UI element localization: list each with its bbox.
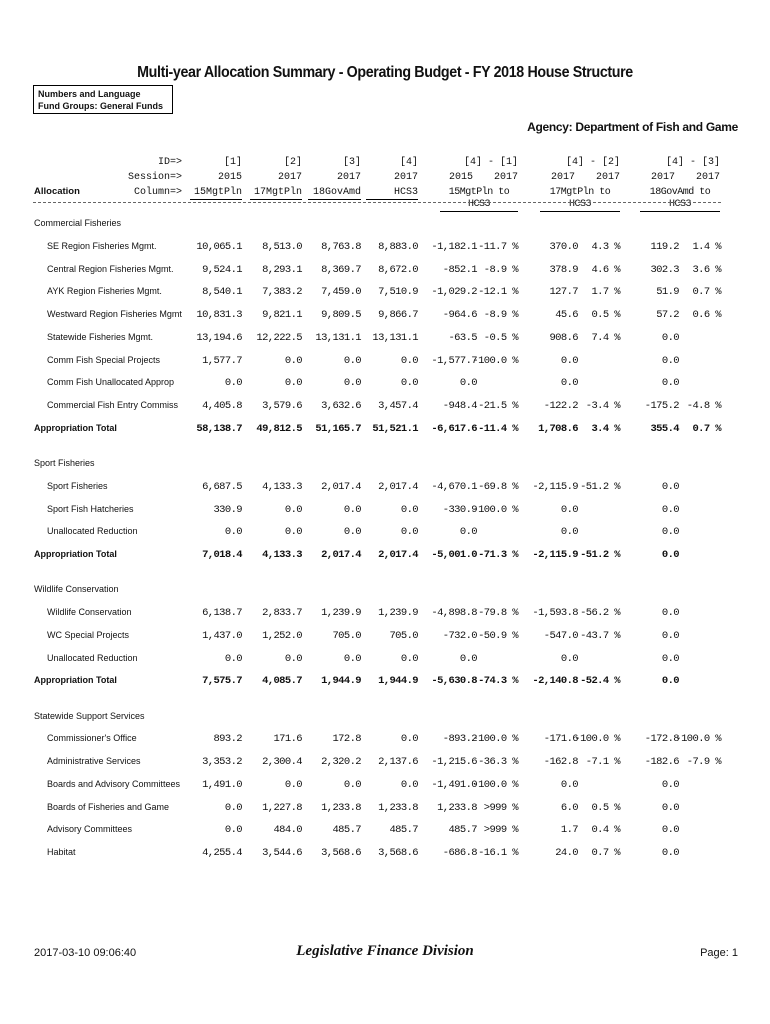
cell-p3: -7.9 % (686, 756, 721, 768)
cell-c3: 3,568.6 (321, 847, 361, 859)
cell-d2: 1,708.6 (538, 423, 578, 435)
table-row (0, 802, 770, 816)
row-label: SE Region Fisheries Mgmt. (47, 241, 157, 251)
col2-year: 2017 (277, 172, 302, 183)
cell-p2: 0.4 % (591, 824, 620, 836)
row-label: Wildlife Conservation (34, 584, 119, 594)
id-label: ID=> (157, 157, 182, 168)
cell-c4: 1,233.8 (378, 802, 418, 814)
cell-c4: 1,239.9 (378, 607, 418, 619)
cell-d1: -1,215.6 (431, 756, 477, 768)
cell-c2: 3,544.6 (262, 847, 302, 859)
fund-box-line-2: Fund Groups: General Funds (38, 101, 164, 111)
cell-c3: 0.0 (343, 653, 361, 665)
cell-c1: 1,577.7 (202, 355, 242, 367)
cell-c4: 3,568.6 (378, 847, 418, 859)
cell-c2: 8,293.1 (262, 264, 302, 276)
cell-d3: -175.2 (644, 400, 679, 412)
row-label: Unallocated Reduction (47, 526, 138, 536)
cell-d1: 1,233.8 (437, 802, 477, 814)
cell-d3: 0.0 (661, 802, 679, 814)
col4-col: HCS3 (366, 187, 418, 200)
row-label: Wildlife Conservation (47, 607, 132, 617)
cell-d1: -1,491.0 (431, 779, 477, 791)
cell-d1: 0.0 (459, 526, 477, 538)
table-row (0, 526, 770, 540)
table-row (0, 733, 770, 747)
row-label: Westward Region Fisheries Mgmt (47, 309, 182, 319)
row-label: Appropriation Total (34, 423, 117, 433)
col2-id: [2] (283, 157, 302, 168)
row-label: Statewide Support Services (34, 711, 145, 721)
cell-c1: 0.0 (224, 653, 242, 665)
cell-d2: 0.0 (560, 355, 578, 367)
cell-p1: -12.1 % (478, 286, 518, 298)
cell-p1: -21.5 % (478, 400, 518, 412)
row-label: Statewide Fisheries Mgmt. (47, 332, 154, 342)
footer-division: Legislative Finance Division (296, 943, 474, 959)
cell-c1: 7,575.7 (202, 675, 242, 687)
cell-d1: -686.8 (442, 847, 477, 859)
table-row (0, 824, 770, 838)
row-label: Commissioner's Office (47, 733, 137, 743)
cell-p2: 1.7 % (591, 286, 620, 298)
table-row (0, 481, 770, 495)
row-label: Commercial Fish Entry Commiss (47, 400, 179, 410)
cell-c3: 8,763.8 (321, 241, 361, 253)
footer-timestamp: 2017-03-10 09:06:40 (34, 947, 137, 959)
cell-d1: -1,577.7 (431, 355, 477, 367)
cell-d1: -5,630.8 (431, 675, 477, 687)
table-row (0, 847, 770, 861)
col1-col: 15MgtPln (190, 187, 242, 200)
cell-d1: -4,670.1 (431, 481, 477, 493)
cell-d2: 370.0 (549, 241, 578, 253)
cell-d1: -948.4 (442, 400, 477, 412)
cell-d1: -63.5 (448, 332, 477, 344)
table-row (0, 309, 770, 323)
cell-d1: -732.0 (442, 630, 477, 642)
cell-d1: 0.0 (459, 653, 477, 665)
row-label: Boards of Fisheries and Game (47, 802, 170, 812)
report-title: Multi-year Allocation Summary - Operating Budget - FY 2018 House Structure (137, 64, 633, 81)
cmp3-year-b: 2017 (695, 172, 720, 183)
cell-c1: 58,138.7 (196, 423, 242, 435)
row-label: Sport Fisheries (34, 458, 95, 468)
cell-p3: 0.7 % (692, 423, 721, 435)
cell-p1: -74.3 % (478, 675, 518, 687)
col1-year: 2015 (217, 172, 242, 183)
cell-p2: -43.7 % (580, 630, 620, 642)
cell-d1: 485.7 (448, 824, 477, 836)
cell-c1: 6,138.7 (202, 607, 242, 619)
cell-d3: 0.0 (661, 779, 679, 791)
cell-p1: -8.9 % (483, 309, 518, 321)
cell-d2: -122.2 (543, 400, 578, 412)
cell-c4: 2,017.4 (378, 549, 418, 561)
cell-p1: -0.5 % (483, 332, 518, 344)
cell-c4: 0.0 (400, 733, 418, 745)
cell-d3: 0.0 (661, 355, 679, 367)
table-row (0, 504, 770, 518)
cell-d2: -2,115.9 (532, 549, 578, 561)
table-row (0, 241, 770, 255)
cmp2-year-a: 2017 (551, 172, 576, 183)
cell-d3: 302.3 (650, 264, 679, 276)
cell-p1: -8.9 % (483, 264, 518, 276)
cell-c3: 1,944.9 (321, 675, 361, 687)
cmp3-col: 18GovAmd to HCS3 (640, 187, 720, 212)
cell-d3: 0.0 (661, 377, 679, 389)
cell-c4: 7,510.9 (378, 286, 418, 298)
cell-d3: 119.2 (650, 241, 679, 253)
cell-c3: 2,017.4 (321, 549, 361, 561)
cell-c2: 0.0 (284, 526, 302, 538)
cell-c2: 12,222.5 (256, 332, 302, 344)
cell-d3: 0.0 (661, 675, 679, 687)
cell-c1: 0.0 (224, 802, 242, 814)
cell-d3: 0.0 (661, 526, 679, 538)
col4-id: [4] (399, 157, 418, 168)
appropriation-total-row (0, 423, 770, 437)
cell-d3: 0.0 (661, 549, 679, 561)
cell-p3: 1.4 % (692, 241, 721, 253)
cell-c3: 0.0 (343, 526, 361, 538)
cell-p2: 0.7 % (591, 847, 620, 859)
cell-d2: 0.0 (560, 377, 578, 389)
cell-c1: 330.9 (213, 504, 242, 516)
cell-p2: -56.2 % (580, 607, 620, 619)
cell-c3: 1,239.9 (321, 607, 361, 619)
cell-c4: 485.7 (389, 824, 418, 836)
cell-d3: 51.9 (656, 286, 679, 298)
cell-c1: 13,194.6 (196, 332, 242, 344)
cell-c1: 9,524.1 (202, 264, 242, 276)
cell-c4: 0.0 (400, 377, 418, 389)
cell-c1: 0.0 (224, 377, 242, 389)
row-label: Sport Fisheries (47, 481, 108, 491)
table-row (0, 377, 770, 391)
cell-c3: 172.8 (332, 733, 361, 745)
cell-c1: 0.0 (224, 824, 242, 836)
cell-c2: 0.0 (284, 377, 302, 389)
cmp1-id: [4] - [1] (463, 157, 518, 168)
cell-d3: -182.6 (644, 756, 679, 768)
cell-p1: >999 % (483, 802, 518, 814)
row-label: Sport Fish Hatcheries (47, 504, 134, 514)
cell-c4: 2,137.6 (378, 756, 418, 768)
cell-d3: 0.0 (661, 481, 679, 493)
row-label: Comm Fish Unallocated Approp (47, 377, 175, 387)
cell-c4: 705.0 (389, 630, 418, 642)
cell-d1: -964.6 (442, 309, 477, 321)
cell-c3: 9,809.5 (321, 309, 361, 321)
cell-d2: 127.7 (549, 286, 578, 298)
cell-c2: 171.6 (273, 733, 302, 745)
cell-d3: 57.2 (656, 309, 679, 321)
table-row (0, 332, 770, 346)
table-row (0, 355, 770, 369)
appropriation-total-row (0, 675, 770, 689)
col2-col: 17MgtPln (250, 187, 302, 200)
cell-d2: 908.6 (549, 332, 578, 344)
fund-group-box (33, 85, 173, 114)
cell-p1: -69.8 % (478, 481, 518, 493)
section-header (0, 458, 770, 472)
cell-c2: 4,133.3 (262, 549, 302, 561)
cell-d2: -1,593.8 (532, 607, 578, 619)
cell-c4: 51,521.1 (372, 423, 418, 435)
cell-c3: 485.7 (332, 824, 361, 836)
col3-col: 18GovAmd (308, 187, 361, 200)
row-label: Appropriation Total (34, 549, 117, 559)
cell-p3: 3.6 % (692, 264, 721, 276)
cell-p2: 3.4 % (591, 423, 620, 435)
cell-c4: 0.0 (400, 779, 418, 791)
cell-p1: -79.8 % (478, 607, 518, 619)
cell-c1: 10,831.3 (196, 309, 242, 321)
table-row (0, 779, 770, 793)
cell-c2: 7,383.2 (262, 286, 302, 298)
table-row (0, 653, 770, 667)
table-row (0, 756, 770, 770)
cell-p2: -52.4 % (580, 675, 620, 687)
row-label: AYK Region Fisheries Mgmt. (47, 286, 162, 296)
cell-p1: -36.3 % (478, 756, 518, 768)
cell-d3: 0.0 (661, 607, 679, 619)
section-header (0, 711, 770, 725)
cell-c4: 0.0 (400, 653, 418, 665)
cell-p1: -11.4 % (478, 423, 518, 435)
cell-c1: 10,065.1 (196, 241, 242, 253)
cell-c4: 9,866.7 (378, 309, 418, 321)
cell-p1: -100.0 % (472, 504, 518, 516)
row-label: WC Special Projects (47, 630, 130, 640)
cell-c3: 1,233.8 (321, 802, 361, 814)
cell-p1: -50.9 % (478, 630, 518, 642)
cell-d1: -330.9 (442, 504, 477, 516)
cell-c3: 705.0 (332, 630, 361, 642)
col3-id: [3] (342, 157, 361, 168)
row-label: Advisory Committees (47, 824, 133, 834)
cell-p1: -11.7 % (478, 241, 518, 253)
cell-c3: 13,131.1 (315, 332, 361, 344)
cell-c2: 1,227.8 (262, 802, 302, 814)
cell-c1: 3,353.2 (202, 756, 242, 768)
cell-d1: -1,182.1 (431, 241, 477, 253)
cell-d2: 0.0 (560, 653, 578, 665)
cell-c2: 2,833.7 (262, 607, 302, 619)
cell-d3: 0.0 (661, 824, 679, 836)
cmp1-col: 15MgtPln to HCS3 (440, 187, 518, 212)
cell-c1: 1,437.0 (202, 630, 242, 642)
col1-id: [1] (223, 157, 242, 168)
cell-d3: 355.4 (650, 423, 679, 435)
cell-d3: 0.0 (661, 653, 679, 665)
cell-d1: -893.2 (442, 733, 477, 745)
cell-d2: -547.0 (543, 630, 578, 642)
cell-c3: 0.0 (343, 377, 361, 389)
fund-box-line-1: Numbers and Language (38, 89, 141, 99)
cell-c2: 0.0 (284, 355, 302, 367)
cell-p2: 4.3 % (591, 241, 620, 253)
cell-d2: 0.0 (560, 779, 578, 791)
table-row (0, 264, 770, 278)
cell-p2: -100.0 % (574, 733, 620, 745)
cell-d1: -6,617.6 (431, 423, 477, 435)
cell-c3: 7,459.0 (321, 286, 361, 298)
row-label: Administrative Services (47, 756, 141, 766)
cell-c3: 0.0 (343, 779, 361, 791)
footer-page-number: Page: 1 (700, 947, 738, 959)
cell-p1: -71.3 % (478, 549, 518, 561)
cell-c4: 1,944.9 (378, 675, 418, 687)
cell-c4: 0.0 (400, 355, 418, 367)
cell-d3: 0.0 (661, 630, 679, 642)
cell-c1: 7,018.4 (202, 549, 242, 561)
cell-d2: 0.0 (560, 504, 578, 516)
allocation-column-header: Allocation (34, 186, 80, 197)
cell-p2: 0.5 % (591, 309, 620, 321)
col3-year: 2017 (336, 172, 361, 183)
cell-d1: 0.0 (459, 377, 477, 389)
cell-c2: 0.0 (284, 504, 302, 516)
cell-c2: 0.0 (284, 653, 302, 665)
cell-c2: 8,513.0 (262, 241, 302, 253)
row-label: Central Region Fisheries Mgmt. (47, 264, 174, 274)
row-label: Boards and Advisory Committees (47, 779, 181, 789)
appropriation-total-row (0, 549, 770, 563)
cell-c3: 2,017.4 (321, 481, 361, 493)
cell-c4: 0.0 (400, 504, 418, 516)
cell-p1: >999 % (483, 824, 518, 836)
row-label: Appropriation Total (34, 675, 117, 685)
cell-p2: -3.4 % (585, 400, 620, 412)
cell-p1: -100.0 % (472, 733, 518, 745)
cell-c2: 49,812.5 (256, 423, 302, 435)
cmp1-year-b: 2017 (493, 172, 518, 183)
cell-c4: 13,131.1 (372, 332, 418, 344)
cell-p2: -51.2 % (580, 481, 620, 493)
cell-c1: 893.2 (213, 733, 242, 745)
table-row (0, 286, 770, 300)
cell-c3: 0.0 (343, 504, 361, 516)
cell-d2: 45.6 (555, 309, 578, 321)
cell-c2: 0.0 (284, 779, 302, 791)
cell-p3: 0.7 % (692, 286, 721, 298)
section-header (0, 218, 770, 232)
session-label: Session=> (127, 172, 182, 183)
cell-p1: -100.0 % (472, 355, 518, 367)
section-header (0, 584, 770, 598)
col4-year: 2017 (393, 172, 418, 183)
header-divider (33, 202, 721, 203)
cell-p3: 0.6 % (692, 309, 721, 321)
cell-d2: -171.6 (543, 733, 578, 745)
cell-c3: 51,165.7 (315, 423, 361, 435)
cell-c2: 2,300.4 (262, 756, 302, 768)
cell-d1: -1,029.2 (431, 286, 477, 298)
cell-c1: 0.0 (224, 526, 242, 538)
cell-c2: 484.0 (273, 824, 302, 836)
cmp2-id: [4] - [2] (565, 157, 620, 168)
row-label: Habitat (47, 847, 76, 857)
cell-c1: 8,540.1 (202, 286, 242, 298)
column-label: Column=> (133, 187, 182, 198)
cell-c3: 8,369.7 (321, 264, 361, 276)
cell-d3: 0.0 (661, 504, 679, 516)
cell-d2: -162.8 (543, 756, 578, 768)
cell-d1: -4,898.8 (431, 607, 477, 619)
cell-d3: 0.0 (661, 332, 679, 344)
cell-c4: 8,672.0 (378, 264, 418, 276)
row-label: Comm Fish Special Projects (47, 355, 161, 365)
cell-c4: 0.0 (400, 526, 418, 538)
row-label: Commercial Fisheries (34, 218, 122, 228)
cell-c4: 3,457.4 (378, 400, 418, 412)
cell-d2: 1.7 (560, 824, 578, 836)
cell-p2: 0.5 % (591, 802, 620, 814)
cell-c2: 4,085.7 (262, 675, 302, 687)
row-label: Unallocated Reduction (47, 653, 138, 663)
cell-c2: 3,579.6 (262, 400, 302, 412)
cell-c3: 0.0 (343, 355, 361, 367)
cmp2-year-b: 2017 (595, 172, 620, 183)
cell-d2: -2,140.8 (532, 675, 578, 687)
cell-p2: 4.6 % (591, 264, 620, 276)
cell-d2: 24.0 (555, 847, 578, 859)
cell-p1: -100.0 % (472, 779, 518, 791)
cell-d2: 378.9 (549, 264, 578, 276)
cell-p1: -16.1 % (478, 847, 518, 859)
cmp1-year-a: 2015 (449, 172, 474, 183)
agency-label: Agency: Department of Fish and Game (527, 120, 738, 134)
cell-d2: 6.0 (560, 802, 578, 814)
table-row (0, 630, 770, 644)
table-row (0, 400, 770, 414)
cell-d1: -5,001.0 (431, 549, 477, 561)
cell-d3: -172.8 (644, 733, 679, 745)
cell-c1: 1,491.0 (202, 779, 242, 791)
cell-d2: -2,115.9 (532, 481, 578, 493)
cmp3-year-a: 2017 (651, 172, 676, 183)
cell-p3: -100.0 % (675, 733, 721, 745)
cell-c1: 4,405.8 (202, 400, 242, 412)
cell-d2: 0.0 (560, 526, 578, 538)
cell-c3: 3,632.6 (321, 400, 361, 412)
cell-c4: 8,883.0 (378, 241, 418, 253)
cell-p2: 7.4 % (591, 332, 620, 344)
cell-p2: -7.1 % (585, 756, 620, 768)
cell-c3: 2,320.2 (321, 756, 361, 768)
table-row (0, 607, 770, 621)
cell-c2: 9,821.1 (262, 309, 302, 321)
cell-c2: 1,252.0 (262, 630, 302, 642)
cell-d3: 0.0 (661, 847, 679, 859)
cell-p3: -4.8 % (686, 400, 721, 412)
cell-c1: 4,255.4 (202, 847, 242, 859)
cmp3-id: [4] - [3] (665, 157, 720, 168)
cell-c1: 6,687.5 (202, 481, 242, 493)
cell-c2: 4,133.3 (262, 481, 302, 493)
cell-c4: 2,017.4 (378, 481, 418, 493)
cell-d1: -852.1 (442, 264, 477, 276)
cell-p2: -51.2 % (580, 549, 620, 561)
cmp2-col: 17MgtPln to HCS3 (540, 187, 620, 212)
